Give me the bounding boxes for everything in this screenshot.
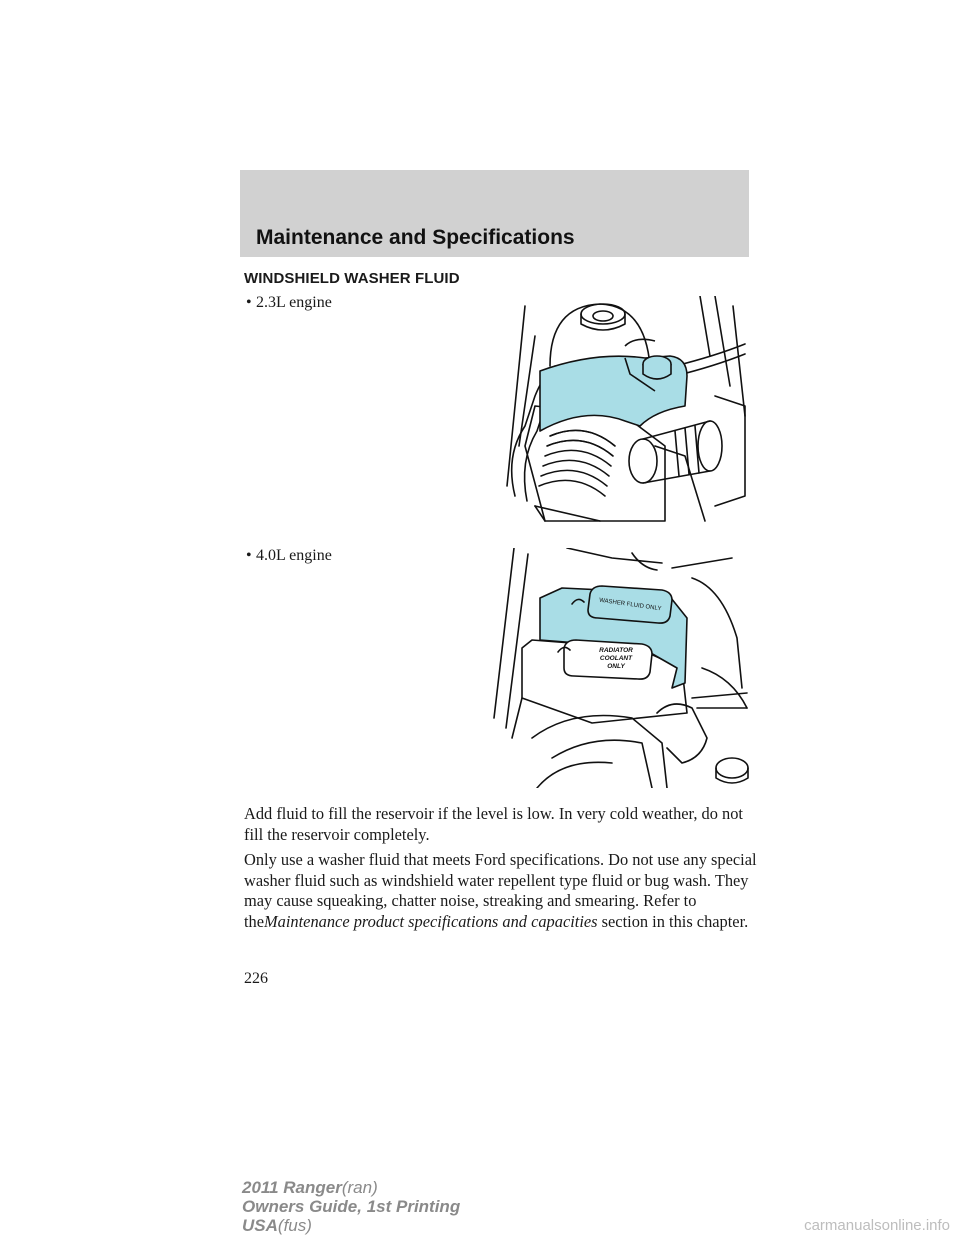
footer-edition: Owners Guide, 1st Printing	[242, 1197, 461, 1216]
footer-model-code: (ran)	[341, 1178, 378, 1197]
cross-reference-link[interactable]: Maintenance product specifications and capacities	[264, 911, 598, 931]
coolant-label-line: RADIATOR	[599, 647, 633, 654]
engine-2-3l-illustration	[505, 296, 750, 531]
watermark: carmanualsonline.info	[804, 1217, 950, 1234]
chapter-title: Maintenance and Specifications	[256, 226, 575, 249]
section-heading: WINDSHIELD WASHER FLUID	[244, 270, 460, 287]
coolant-label-line: COOLANT	[599, 655, 633, 662]
footer-model: 2011 Ranger	[242, 1178, 342, 1197]
bullet-dot: •	[246, 294, 252, 311]
paragraph-text: section in this chapter.	[601, 911, 749, 931]
bullet-dot: •	[246, 547, 252, 564]
paragraph-washer-fluid-spec	[244, 850, 764, 932]
bullet-label: 4.0L engine	[256, 547, 332, 564]
bullet-engine-2-3l	[246, 294, 332, 312]
page-number: 226	[244, 970, 268, 987]
footer-market-code: (fus)	[277, 1216, 312, 1235]
chapter-header-band	[240, 170, 749, 257]
washer-cap-label: WASHER FLUID ONLY	[598, 597, 662, 613]
paragraph-text: Only use a washer fluid that meets Ford specifications. Do not use any special washer fluid such as windshield water repellent type fluid or bug wash. They may cause squeaking, chatter noise, streaking and smearing. Refer to the	[244, 850, 757, 931]
document-footer	[242, 1178, 460, 1235]
paragraph-add-fluid: Add fluid to fill the reservoir if the level is low. In very cold weather, do not fill the reservoir completely.	[244, 804, 743, 844]
engine-4-0l-illustration	[492, 548, 750, 788]
coolant-label-line: ONLY	[607, 663, 625, 670]
bullet-engine-4-0l	[246, 547, 332, 565]
footer-market: USA	[242, 1216, 278, 1235]
bullet-label: 2.3L engine	[256, 294, 332, 311]
